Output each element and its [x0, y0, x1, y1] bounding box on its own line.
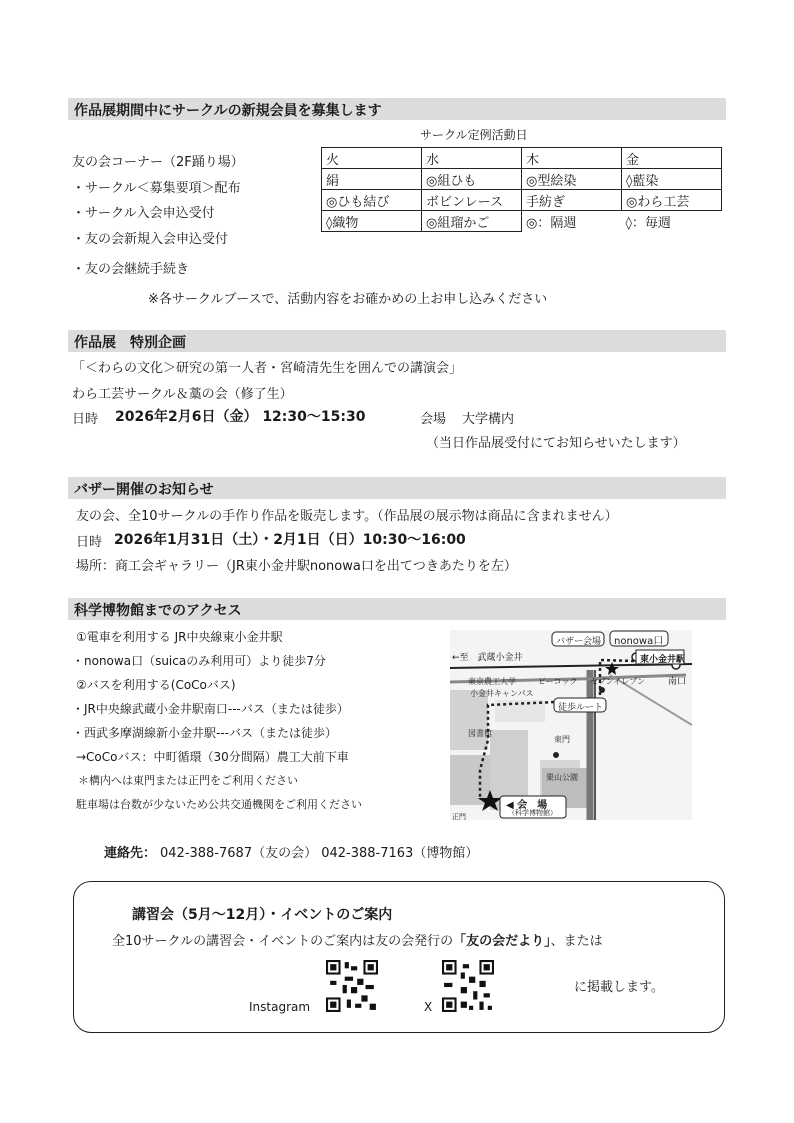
bazaar-line1: 友の会、全10サークルの手作り作品を販売します。（作品展の展示物は商品に含まれません）	[76, 509, 618, 524]
table-cell: ボビンレース	[422, 190, 522, 211]
table-caption: サークル定例活動日	[420, 128, 528, 142]
access-line: ＊構内へは東門または正門をご利用ください	[78, 774, 298, 787]
access-map	[450, 630, 692, 820]
lecture-text-bold: 「友の会だより」	[453, 934, 551, 949]
map-to-musashi: ←至 武蔵小金井	[452, 653, 523, 663]
access-line: ・西武多摩湖線新小金井駅---バス（または徒歩）	[72, 726, 337, 740]
recruit-line: ・友の会新規入会申込受付	[72, 232, 229, 247]
table-cell: ◎：隔週	[526, 215, 577, 231]
access-line: ①電車を利用する JR中央線東小金井駅	[76, 630, 283, 644]
x-qr-icon[interactable]	[442, 960, 494, 1012]
map-univ-1: 東京農工大学	[468, 677, 516, 686]
special-venue-value: 大学構内	[462, 412, 515, 427]
map-nonowa: nonowa口	[614, 636, 664, 647]
recruit-line: ・サークル＜募集要項＞配布	[72, 181, 241, 196]
access-heading-bar	[68, 598, 726, 620]
access-line: ・nonowa口（suicaのみ利用可）より徒歩7分	[72, 654, 326, 668]
table-row	[322, 169, 722, 190]
table-row	[322, 211, 722, 232]
map-park: 栗山公園	[546, 773, 578, 782]
lecture-info-box	[73, 881, 725, 1033]
table-cell: 火	[322, 148, 422, 169]
bazaar-heading-bar	[68, 477, 726, 499]
special-line2: わら工芸サークル＆藁の会（修了生）	[72, 387, 293, 402]
map-seven: セブンイレブン	[590, 677, 645, 686]
map-main-gate: 正門	[452, 813, 466, 820]
table-cell: 水	[422, 148, 522, 169]
table-cell: 木	[522, 148, 622, 169]
recruit-line: 友の会コーナー（2F踊り場）	[72, 155, 244, 170]
map-south-exit: 南口	[668, 677, 687, 687]
special-venue-note: （当日作品展受付にてお知らせいたします）	[426, 436, 686, 451]
access-line: →CoCoバス：中町循環（30分間隔）農工大前下車	[76, 750, 349, 764]
special-heading-bar	[68, 330, 726, 352]
posted-text: に掲載します。	[574, 980, 664, 995]
access-line: 駐車場は台数が少ないため公共交通機関をご利用ください	[76, 798, 362, 811]
recruit-heading: 作品展期間中にサークルの新規会員を募集します	[74, 103, 382, 119]
bazaar-date-value: 2026年1月31日（土）・2月1日（日）10:30〜16:00	[114, 532, 466, 548]
table-cell: ◎組ひも	[422, 169, 522, 190]
table-row	[322, 190, 722, 211]
access-line: ・JR中央線武蔵小金井駅南口---バス（または徒歩）	[72, 702, 349, 716]
access-heading: 科学博物館までのアクセス	[74, 603, 242, 619]
table-row	[322, 148, 722, 169]
lecture-text	[112, 930, 603, 949]
special-date-label: 日時	[72, 412, 99, 427]
recruit-line: ・サークル入会申込受付	[72, 206, 215, 221]
map-walk-route: 徒歩ルート	[558, 703, 604, 713]
special-line1: 「＜わらの文化＞研究の第一人者・宮崎清先生を囲んでの講演会」	[72, 361, 463, 376]
map-east-gate: 東門	[554, 735, 570, 744]
table-cell: ◊織物	[322, 211, 422, 232]
table-cell: 絹	[322, 169, 422, 190]
map-peacock: ピーコック	[538, 677, 578, 686]
activity-schedule-table	[321, 147, 722, 232]
table-cell: ◎わら工芸	[622, 190, 722, 211]
table-cell: ◊：毎週	[625, 215, 671, 231]
recruit-line: ・友の会継続手続き	[72, 262, 190, 277]
bazaar-heading: バザー開催のお知らせ	[74, 482, 214, 498]
table-cell: ◎型絵染	[522, 169, 622, 190]
recruit-note: ※各サークルブースで、活動内容をお確かめの上お申し込みください	[148, 292, 548, 307]
lecture-title: 講習会（5月〜12月）・イベントのご案内	[132, 907, 393, 923]
bazaar-date-label: 日時	[76, 535, 103, 550]
contact-value: 042-388-7687（友の会） 042-388-7163（博物館）	[160, 846, 479, 861]
map-station: 東小金井駅	[640, 655, 686, 665]
map-venue-sub: （科学博物館）	[508, 809, 557, 817]
access-line: ②バスを利用する(CoCoバス)	[76, 678, 236, 692]
table-cell: 手紡ぎ	[522, 190, 622, 211]
lecture-text-prefix: 全10サークルの講習会・イベントのご案内は友の会発行の	[112, 934, 454, 949]
special-venue-label: 会場	[420, 412, 447, 427]
contact-label: 連絡先：	[104, 846, 157, 861]
table-cell: ◊藍染	[622, 169, 722, 190]
special-date-value: 2026年2月6日（金） 12:30〜15:30	[115, 409, 366, 425]
special-heading: 作品展 特別企画	[74, 335, 186, 351]
lecture-text-suffix: 、または	[550, 934, 603, 949]
map-venue: ◀ 会 場	[506, 800, 548, 811]
table-cell: ◎ひも結び	[322, 190, 422, 211]
table-cell: 金	[622, 148, 722, 169]
instagram-qr-icon[interactable]	[326, 960, 378, 1012]
instagram-label: Instagram	[249, 1000, 311, 1014]
bazaar-place: 場所：商工会ギャラリー（JR東小金井駅nonowa口を出てつきあたりを左）	[76, 559, 517, 574]
map-library: 図書館	[468, 729, 492, 738]
table-cell: ◎組瑠かご	[422, 211, 522, 232]
map-bazaar-venue: バザー会場	[556, 637, 602, 647]
map-univ-2: 小金井キャンパス	[470, 689, 534, 698]
x-label: X	[424, 1000, 433, 1014]
recruit-heading-bar	[68, 98, 726, 120]
